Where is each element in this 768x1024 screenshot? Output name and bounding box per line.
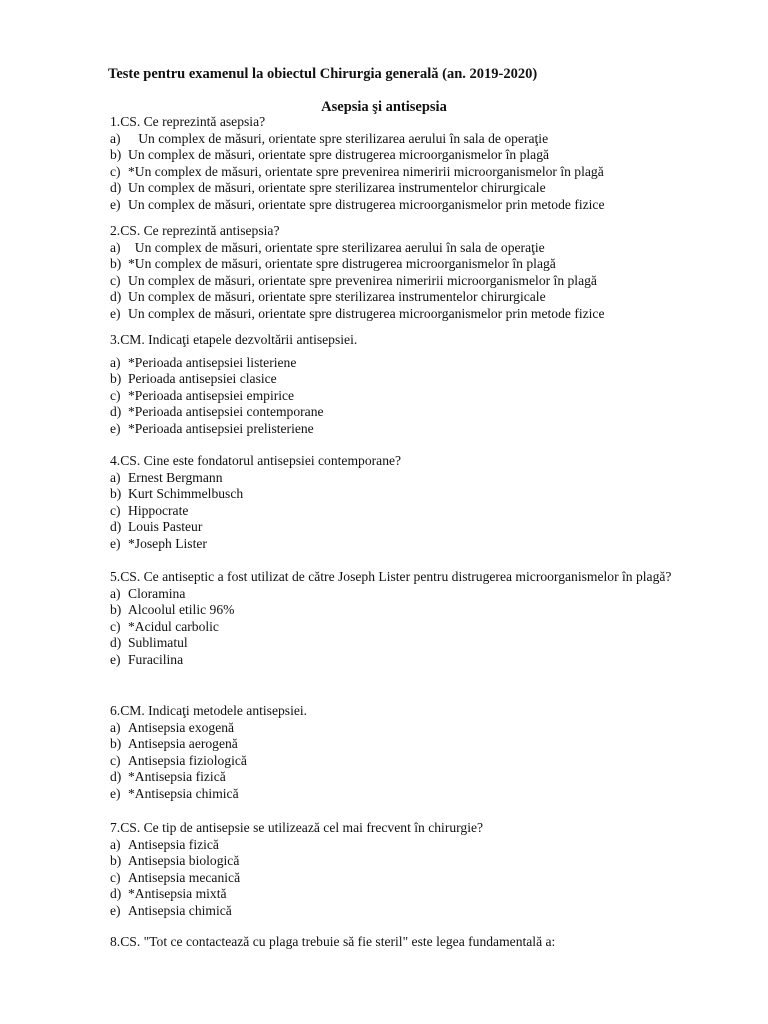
option-e	[110, 306, 685, 323]
option-a	[110, 837, 685, 854]
option-label: e)	[110, 420, 121, 436]
option-label: d)	[110, 769, 122, 785]
option-a	[110, 470, 685, 487]
question-text: 6.CM. Indicaţi metodele antisepsiei.	[110, 703, 308, 718]
option-c	[110, 619, 685, 636]
option-c	[110, 273, 685, 290]
option-text: Antisepsia exogenă	[128, 719, 235, 735]
option-text: Un complex de măsuri, orientate spre sterilizarea aerului în sala de operaţie	[128, 239, 545, 255]
option-text: Kurt Schimmelbusch	[128, 486, 244, 502]
option-text: *Perioada antisepsiei empirice	[128, 387, 295, 403]
option-a	[110, 131, 685, 148]
option-label: a)	[110, 354, 121, 370]
document-title: Teste pentru examenul la obiectul Chirurgia generală (an. 2019-2020)	[108, 66, 538, 82]
option-text: Un complex de măsuri, orientate spre distrugerea microorganismelor prin metode fizice	[128, 196, 605, 212]
question-8	[110, 934, 685, 951]
option-text: *Antisepsia chimică	[128, 785, 239, 801]
option-text: Un complex de măsuri, orientate spre sterilizarea aerului în sala de operaţie	[128, 130, 549, 146]
option-b	[110, 256, 685, 273]
question-1	[110, 114, 685, 214]
option-label: b)	[110, 147, 122, 163]
question-4	[110, 453, 685, 553]
option-label: c)	[110, 752, 121, 768]
option-label: d)	[110, 289, 122, 305]
section-title: Asepsia şi antisepsia	[321, 99, 447, 115]
option-label: e)	[110, 196, 121, 212]
option-text: Un complex de măsuri, orientate spre distrugerea microorganismelor în plagă	[128, 147, 550, 163]
option-label: c)	[110, 618, 121, 634]
option-label: b)	[110, 602, 122, 618]
option-b	[110, 602, 685, 619]
option-label: d)	[110, 519, 122, 535]
option-label: b)	[110, 256, 122, 272]
option-d	[110, 289, 685, 306]
option-e	[110, 536, 685, 553]
option-e	[110, 786, 685, 803]
option-label: a)	[110, 130, 121, 146]
option-text: Antisepsia fiziologică	[128, 752, 247, 768]
option-label: e)	[110, 651, 121, 667]
option-label: b)	[110, 486, 122, 502]
option-b	[110, 736, 685, 753]
option-label: d)	[110, 886, 122, 902]
option-text: *Perioada antisepsiei listeriene	[128, 354, 297, 370]
option-a	[110, 355, 685, 372]
option-b	[110, 371, 685, 388]
option-label: b)	[110, 853, 122, 869]
option-label: d)	[110, 404, 122, 420]
option-text: *Perioada antisepsiei prelisteriene	[128, 420, 314, 436]
option-text: Un complex de măsuri, orientate spre distrugerea microorganismelor prin metode fizice	[128, 305, 605, 321]
option-label: e)	[110, 535, 121, 551]
option-text: Alcoolul etilic 96%	[128, 602, 235, 618]
option-text: *Un complex de măsuri, orientate spre distrugerea microorganismelor în plagă	[128, 256, 556, 272]
option-c	[110, 388, 685, 405]
option-text: *Acidul carbolic	[128, 618, 219, 634]
option-a	[110, 720, 685, 737]
option-d	[110, 404, 685, 421]
option-text: Cloramina	[128, 585, 186, 601]
option-text: Hippocrate	[128, 502, 189, 518]
option-label: b)	[110, 371, 122, 387]
option-label: b)	[110, 736, 122, 752]
option-text: Antisepsia chimică	[128, 902, 232, 918]
option-text: *Antisepsia mixtă	[128, 886, 227, 902]
option-text: *Perioada antisepsiei contemporane	[128, 404, 324, 420]
question-7	[110, 820, 685, 920]
option-e	[110, 903, 685, 920]
option-label: d)	[110, 180, 122, 196]
option-label: a)	[110, 469, 121, 485]
option-label: e)	[110, 305, 121, 321]
option-text: Sublimatul	[128, 635, 188, 651]
option-e	[110, 421, 685, 438]
option-d	[110, 886, 685, 903]
option-text: Antisepsia mecanică	[128, 869, 241, 885]
option-c	[110, 503, 685, 520]
option-c	[110, 870, 685, 887]
option-label: c)	[110, 163, 121, 179]
option-text: Perioada antisepsiei clasice	[128, 371, 277, 387]
option-a	[110, 586, 685, 603]
option-b	[110, 486, 685, 503]
question-text: 2.CS. Ce reprezintă antisepsia?	[110, 223, 280, 238]
option-text: Ernest Bergmann	[128, 469, 223, 485]
option-label: a)	[110, 719, 121, 735]
option-d	[110, 180, 685, 197]
option-label: c)	[110, 502, 121, 518]
option-d	[110, 519, 685, 536]
option-label: a)	[110, 585, 121, 601]
option-e	[110, 652, 685, 669]
question-text: 4.CS. Cine este fondatorul antisepsiei contemporane?	[110, 453, 402, 468]
option-d	[110, 769, 685, 786]
option-text: *Un complex de măsuri, orientate spre prevenirea nimeririi microorganismelor în plagă	[128, 163, 604, 179]
option-b	[110, 853, 685, 870]
option-text: *Antisepsia fizică	[128, 769, 226, 785]
option-e	[110, 197, 685, 214]
question-5	[110, 569, 685, 669]
option-text: Antisepsia fizică	[128, 836, 219, 852]
option-label: d)	[110, 635, 122, 651]
option-label: a)	[110, 239, 121, 255]
option-label: e)	[110, 902, 121, 918]
option-text: Antisepsia biologică	[128, 853, 240, 869]
option-text: *Joseph Lister	[128, 535, 207, 551]
option-label: e)	[110, 785, 121, 801]
option-label: c)	[110, 869, 121, 885]
option-text: Louis Pasteur	[128, 519, 203, 535]
option-text: Un complex de măsuri, orientate spre sterilizarea instrumentelor chirurgicale	[128, 289, 546, 305]
option-a	[110, 240, 685, 257]
option-label: a)	[110, 836, 121, 852]
question-text: 8.CS. "Tot ce contactează cu plaga trebuie să fie steril" este legea fundamentală a:	[110, 934, 556, 949]
option-text: Un complex de măsuri, orientate spre sterilizarea instrumentelor chirurgicale	[128, 180, 546, 196]
option-d	[110, 635, 685, 652]
option-text: Furacilina	[128, 651, 184, 667]
question-text: 3.CM. Indicaţi etapele dezvoltării antisepsiei.	[110, 332, 358, 347]
option-c	[110, 753, 685, 770]
question-6	[110, 703, 685, 803]
option-text: Un complex de măsuri, orientate spre prevenirea nimeririi microorganismelor în plagă	[128, 272, 597, 288]
question-2	[110, 223, 685, 323]
option-text: Antisepsia aerogenă	[128, 736, 238, 752]
option-b	[110, 147, 685, 164]
option-label: c)	[110, 272, 121, 288]
question-text: 1.CS. Ce reprezintă asepsia?	[110, 114, 266, 129]
option-c	[110, 164, 685, 181]
question-text: 5.CS. Ce antiseptic a fost utilizat de către Joseph Lister pentru distrugerea microorganismelor în plagă?	[110, 569, 672, 584]
option-label: c)	[110, 387, 121, 403]
question-3	[110, 332, 685, 438]
question-text: 7.CS. Ce tip de antisepsie se utilizează cel mai frecvent în chirurgie?	[110, 820, 484, 835]
